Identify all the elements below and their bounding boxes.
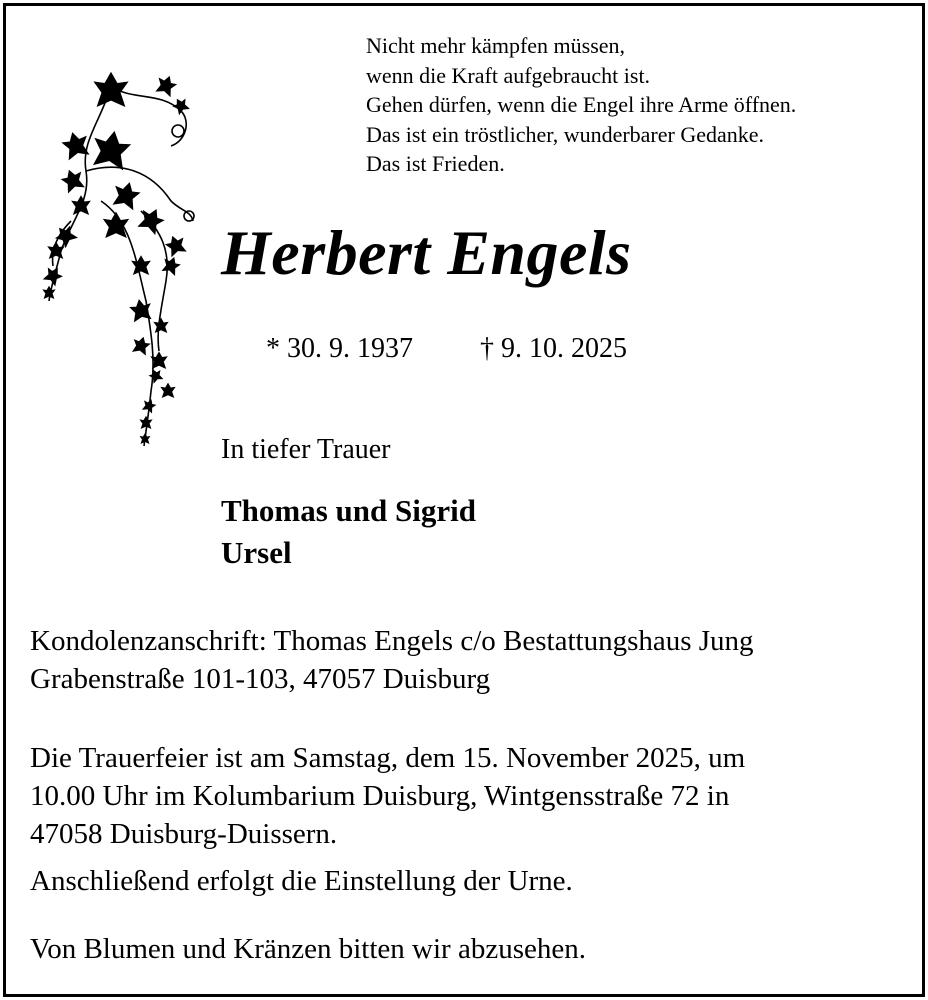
poem-line: wenn die Kraft aufgebraucht ist. [366,62,651,88]
ceremony-line: Die Trauerfeier ist am Samstag, dem 15. November 2025, um [30,742,746,774]
mourner-name: Thomas und Sigrid [221,493,476,528]
mourner-name: Ursel [221,535,292,570]
address-line: Grabenstraße 101-103, 47057 Duisburg [30,663,491,695]
poem [366,31,796,179]
life-dates [266,333,627,365]
condolence-address [30,622,754,698]
mourner-names [221,490,476,574]
poem-line: Das ist Frieden. [366,151,505,176]
flowers-note: Von Blumen und Kränzen bitten wir abzusehen. [30,933,586,965]
mourning-intro: In tiefer Trauer [221,434,391,465]
poem-line: Nicht mehr kämpfen müssen, [366,33,626,58]
poem-line: Das ist ein tröstlicher, wunderbarer Gedanke. [366,121,765,147]
poem-line: Gehen dürfen, wenn die Engel ihre Arme öffnen. [366,92,797,117]
birth-date: * 30. 9. 1937 [266,333,413,364]
funeral-ceremony-info [30,739,745,853]
deceased-name: Herbert Engels [221,217,632,288]
ivy-vine-icon [41,61,201,451]
death-date: † 9. 10. 2025 [480,333,627,364]
address-line: Kondolenzanschrift: Thomas Engels c/o Bestattungshaus Jung [30,625,754,657]
obituary-notice [3,3,925,997]
ceremony-line: 10.00 Uhr im Kolumbarium Duisburg, Wintgensstraße 72 in [30,780,730,812]
ceremony-line: 47058 Duisburg-Duissern. [30,818,338,850]
urn-note: Anschließend erfolgt die Einstellung der Urne. [30,865,573,897]
